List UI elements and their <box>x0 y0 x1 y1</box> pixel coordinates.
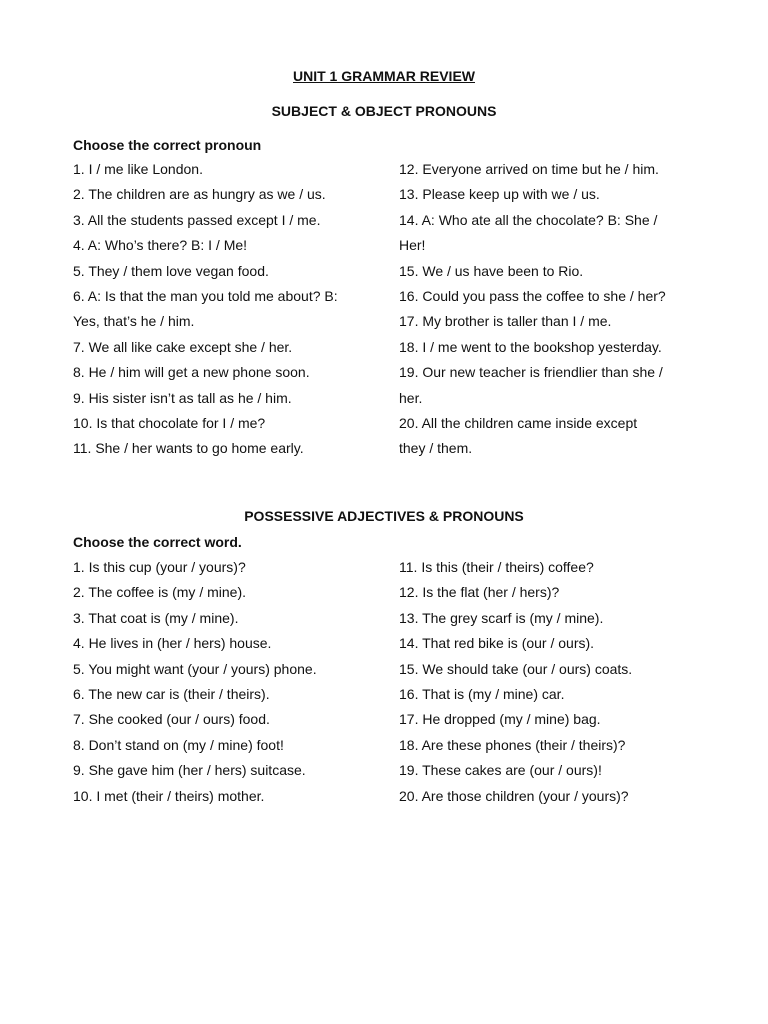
exercise-line: 9. She gave him (her / hers) suitcase. <box>73 762 306 779</box>
section-heading-possessives: POSSESSIVE ADJECTIVES & PRONOUNS <box>244 508 524 524</box>
exercise-line: 7. We all like cake except she / her. <box>73 338 293 355</box>
exercise-line: 14. A: Who ate all the chocolate? B: She / <box>399 211 658 228</box>
exercise-line: Yes, that’s he / him. <box>73 313 195 330</box>
exercise-line: 19. These cakes are (our / ours)! <box>399 762 602 779</box>
exercise-line: 4. He lives in (her / hers) house. <box>73 635 272 652</box>
exercise-line: 19. Our new teacher is friendlier than she / <box>399 364 663 381</box>
exercise-line: 12. Is the flat (her / hers)? <box>399 584 560 601</box>
exercise-line: 3. That coat is (my / mine). <box>73 609 239 626</box>
exercise-line: 11. Is this (their / theirs) coffee? <box>399 559 594 575</box>
exercise-line: 15. We / us have been to Rio. <box>399 262 584 279</box>
exercise-line: 6. A: Is that the man you told me about? B: <box>73 287 338 304</box>
exercise-line: Her! <box>399 237 426 254</box>
exercise-line: 7. She cooked (our / ours) food. <box>73 711 270 728</box>
exercise-line: 12. Everyone arrived on time but he / him. <box>399 161 659 177</box>
exercise-line: 9. His sister isn’t as tall as he / him. <box>73 389 292 406</box>
exercise-line: 10. I met (their / theirs) mother. <box>73 787 265 804</box>
exercise-line: 16. Could you pass the coffee to she / her? <box>399 287 666 304</box>
exercise-line: 15. We should take (our / ours) coats. <box>399 660 633 677</box>
exercise-line: 17. My brother is taller than I / me. <box>399 313 612 330</box>
instruction-pronouns: Choose the correct pronoun <box>73 137 262 153</box>
exercise-line: 3. All the students passed except I / me. <box>73 211 321 228</box>
exercise-line: 10. Is that chocolate for I / me? <box>73 414 266 431</box>
exercise-line: 4. A: Who’s there? B: I / Me! <box>73 237 248 254</box>
exercise-line: 13. The grey scarf is (my / mine). <box>399 609 604 626</box>
exercise-line: 2. The coffee is (my / mine). <box>73 584 246 601</box>
exercise-line: 11. She / her wants to go home early. <box>73 440 304 457</box>
exercise-line: 18. Are these phones (their / theirs)? <box>399 736 626 753</box>
exercise-line: 8. He / him will get a new phone soon. <box>73 364 310 381</box>
exercise-line: 20. Are those children (your / yours)? <box>399 787 629 804</box>
exercise-line: 2. The children are as hungry as we / us. <box>73 186 326 203</box>
exercise-line: 17. He dropped (my / mine) bag. <box>399 711 601 728</box>
exercise-line: 13. Please keep up with we / us. <box>399 186 600 203</box>
exercise-line: 14. That red bike is (our / ours). <box>399 635 595 652</box>
exercise-list-pronouns-right <box>399 157 699 462</box>
exercise-line: 5. They / them love vegan food. <box>73 262 269 279</box>
exercise-line: 8. Don’t stand on (my / mine) foot! <box>73 736 284 753</box>
exercise-list-possessives-right <box>399 555 699 809</box>
exercise-line: 20. All the children came inside except <box>399 414 638 431</box>
exercise-line: they / them. <box>399 440 473 457</box>
instruction-possessives: Choose the correct word. <box>73 534 242 550</box>
exercise-line: 1. I / me like London. <box>73 161 203 177</box>
section-heading-pronouns: SUBJECT & OBJECT PRONOUNS <box>271 103 497 119</box>
exercise-line: 1. Is this cup (your / yours)? <box>73 559 246 575</box>
exercise-line: 18. I / me went to the bookshop yesterday. <box>399 338 662 355</box>
exercise-line: her. <box>399 389 423 406</box>
exercise-line: 5. You might want (your / yours) phone. <box>73 660 317 677</box>
exercise-list-pronouns-left <box>73 157 383 462</box>
exercise-list-possessives-left <box>73 555 383 809</box>
exercise-line: 16. That is (my / mine) car. <box>399 685 565 702</box>
page-title: UNIT 1 GRAMMAR REVIEW <box>293 68 475 84</box>
exercise-line: 6. The new car is (their / theirs). <box>73 685 270 702</box>
